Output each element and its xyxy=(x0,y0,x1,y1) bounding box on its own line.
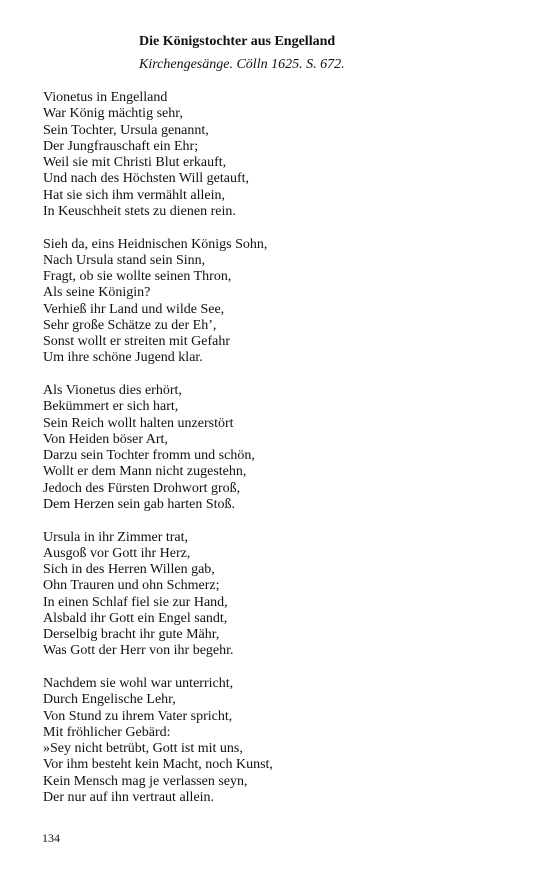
poem-line: Sein Tochter, Ursula genannt, xyxy=(43,122,209,138)
poem-line: Hat sie sich ihm vermählt allein, xyxy=(43,187,225,203)
poem xyxy=(43,90,523,823)
poem-line: Alsbald ihr Gott ein Engel sandt, xyxy=(43,610,228,626)
poem-line: Bekümmert er sich hart, xyxy=(43,399,179,415)
poem-line: Durch Engelische Lehr, xyxy=(43,692,176,708)
poem-line: Vor ihm besteht kein Macht, noch Kunst, xyxy=(43,757,273,773)
poem-line: Nachdem sie wohl war unterricht, xyxy=(43,676,234,691)
poem-line: Sehr große Schätze zu der Eh’, xyxy=(43,317,217,333)
poem-line: Der nur auf ihn vertraut allein. xyxy=(43,789,215,805)
poem-line: Der Jungfrauschaft ein Ehr; xyxy=(43,138,199,154)
poem-line: Ursula in ihr Zimmer trat, xyxy=(43,529,189,545)
poem-line: Und nach des Höchsten Will getauft, xyxy=(43,171,250,187)
poem-line: In Keuschheit stets zu dienen rein. xyxy=(43,203,236,219)
poem-line: Mit fröhlicher Gebärd: xyxy=(43,724,171,740)
poem-line: Sonst wollt er streiten mit Gefahr xyxy=(43,334,231,349)
poem-line: Sieh da, eins Heidnischen Königs Sohn, xyxy=(43,236,268,252)
poem-line: Derselbig bracht ihr gute Mähr, xyxy=(43,627,220,642)
poem-line: Vionetus in Engelland xyxy=(43,90,168,105)
poem-line: Um ihre schöne Jugend klar. xyxy=(43,350,203,366)
poem-line: Ohn Trauren und ohn Schmerz; xyxy=(43,578,220,594)
poem-line: Als Vionetus dies erhört, xyxy=(43,383,182,398)
poem-line: Fragt, ob sie wollte seinen Thron, xyxy=(43,269,232,284)
stanza-4 xyxy=(43,530,523,660)
poem-line: Von Stund zu ihrem Vater spricht, xyxy=(43,708,233,724)
poem-line: In einen Schlaf fiel sie zur Hand, xyxy=(43,594,228,610)
poem-line: War König mächtig sehr, xyxy=(43,106,183,122)
poem-line: Ausgoß vor Gott ihr Herz, xyxy=(43,545,191,561)
poem-line: Darzu sein Tochter fromm und schön, xyxy=(43,448,255,463)
page-number: 134 xyxy=(42,831,60,845)
stanza-2 xyxy=(43,237,523,367)
poem-line: Jedoch des Fürsten Drohwort groß, xyxy=(43,480,241,496)
poem-line: Was Gott der Herr von ihr begehr. xyxy=(43,643,234,659)
poem-line: Dem Herzen sein gab harten Stoß. xyxy=(43,496,236,512)
poem-line: Sich in des Herren Willen gab, xyxy=(43,562,215,577)
stanza-5 xyxy=(43,676,523,806)
poem-line: Kein Mensch mag je verlassen seyn, xyxy=(43,773,248,789)
page-title: Die Königstochter aus Engelland xyxy=(139,34,336,49)
poem-line: »Sey nicht betrübt, Gott ist mit uns, xyxy=(43,741,243,756)
poem-line: Als seine Königin? xyxy=(43,285,151,301)
poem-line: Von Heiden böser Art, xyxy=(43,431,168,447)
poem-line: Sein Reich wollt halten unzerstört xyxy=(43,415,234,431)
stanza-3 xyxy=(43,383,523,513)
poem-line: Nach Ursula stand sein Sinn, xyxy=(43,252,206,268)
poem-line: Wollt er dem Mann nicht zugestehn, xyxy=(43,464,247,480)
stanza-1 xyxy=(43,90,523,220)
poem-line: Weil sie mit Christi Blut erkauft, xyxy=(43,155,227,170)
poem-line: Verhieß ihr Land und wilde See, xyxy=(43,301,225,317)
page-source: Kirchengesänge. Cölln 1625. S. 672. xyxy=(139,57,345,72)
